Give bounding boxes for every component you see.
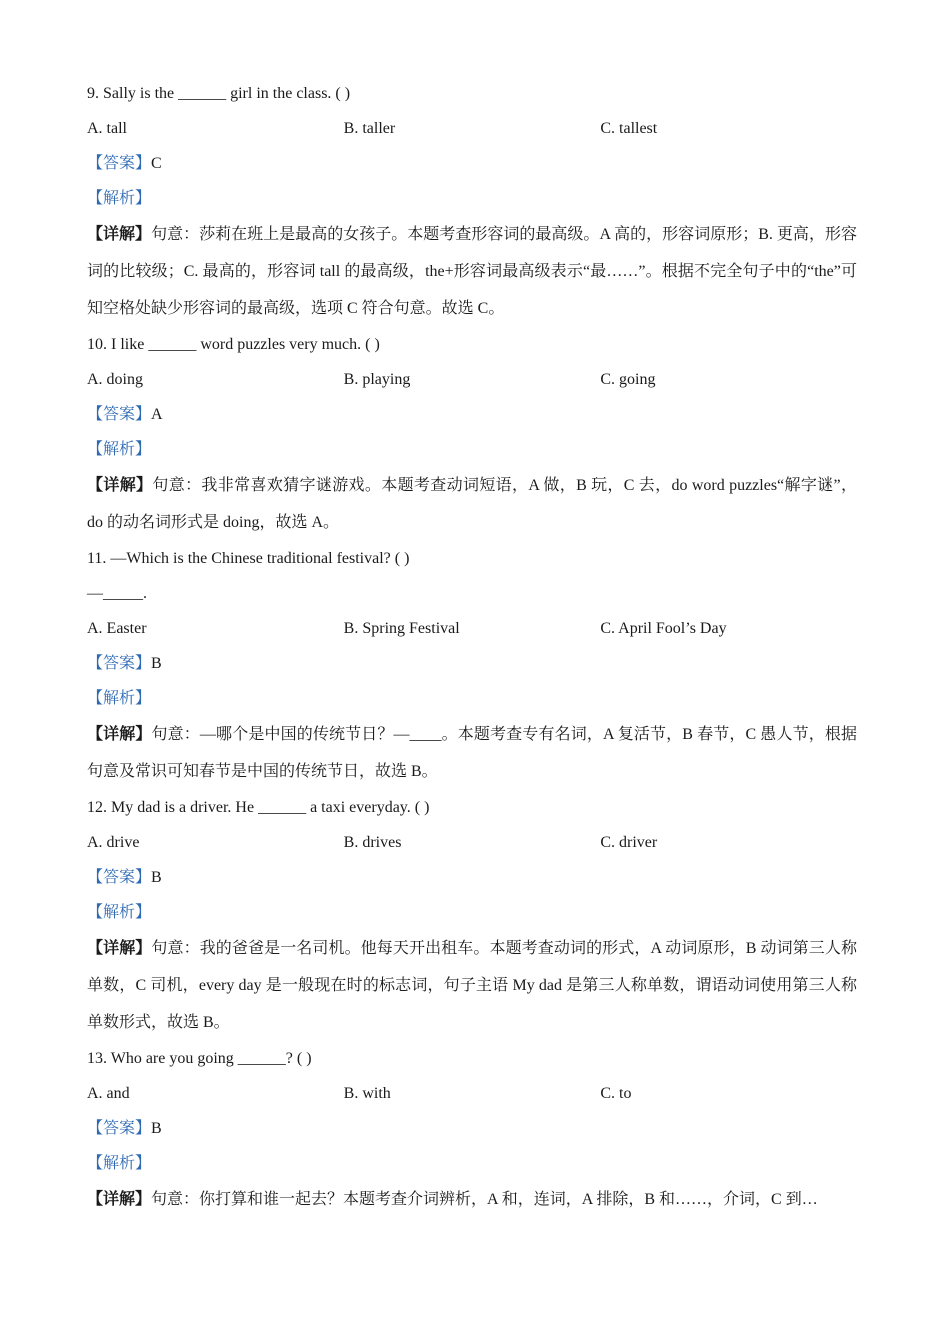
- answer-line: [87, 146, 857, 181]
- question-block-9: [87, 76, 857, 327]
- option-c: C. going: [600, 371, 656, 388]
- answer-label: 【答案】: [87, 869, 152, 886]
- analysis-label: 【解析】: [87, 441, 152, 458]
- analysis-line: [87, 181, 857, 216]
- option-b: B. taller: [343, 120, 396, 137]
- option-c: C. tallest: [600, 120, 658, 137]
- option-a: A. Easter: [87, 620, 147, 637]
- analysis-label: 【解析】: [87, 904, 152, 921]
- option-c: C. April Fool’s Day: [600, 620, 727, 637]
- option-a: A. drive: [87, 834, 140, 851]
- detail-label: 【详解】: [87, 226, 152, 243]
- question-block-12: [87, 790, 857, 1041]
- detail-paragraph: [87, 716, 857, 790]
- options-row: [87, 362, 857, 397]
- question-stem-response: —_____.: [87, 585, 147, 602]
- option-b: B. playing: [343, 371, 411, 388]
- answer-label: 【答案】: [87, 155, 152, 172]
- option-a: A. and: [87, 1085, 130, 1102]
- analysis-label: 【解析】: [87, 190, 152, 207]
- option-b: B. drives: [343, 834, 402, 851]
- analysis-line: [87, 681, 857, 716]
- answer-value: A: [151, 406, 163, 423]
- detail-paragraph: [87, 467, 857, 541]
- option-c: C. driver: [600, 834, 658, 851]
- document-page: [87, 76, 857, 1218]
- analysis-line: [87, 1146, 857, 1181]
- question-stem: 9. Sally is the ______ girl in the class. ( ): [87, 85, 351, 102]
- question-stem: 11. —Which is the Chinese traditional festival? ( ): [87, 550, 410, 567]
- question-block-13: [87, 1041, 857, 1218]
- detail-label: 【详解】: [87, 477, 153, 494]
- analysis-label: 【解析】: [87, 1155, 152, 1172]
- option-a: A. tall: [87, 120, 127, 137]
- detail-text: 句意：我非常喜欢猜字谜游戏。本题考查动词短语，A 做，B 玩，C 去，do word puzzles“解字谜”，do 的动名词形式是 doing，故选 A。: [87, 477, 857, 531]
- question-stem: 13. Who are you going ______? ( ): [87, 1050, 312, 1067]
- answer-value: B: [151, 1120, 162, 1137]
- option-c: C. to: [600, 1085, 632, 1102]
- detail-paragraph: [87, 216, 857, 327]
- question-stem: 12. My dad is a driver. He ______ a taxi everyday. ( ): [87, 799, 430, 816]
- answer-line: [87, 860, 857, 895]
- analysis-label: 【解析】: [87, 690, 152, 707]
- options-row: [87, 111, 857, 146]
- answer-line: [87, 646, 857, 681]
- options-row: [87, 611, 857, 646]
- answer-label: 【答案】: [87, 1120, 152, 1137]
- analysis-line: [87, 432, 857, 467]
- option-b: B. with: [343, 1085, 391, 1102]
- answer-label: 【答案】: [87, 655, 152, 672]
- detail-paragraph: [87, 1181, 857, 1218]
- detail-label: 【详解】: [87, 726, 152, 743]
- options-row: [87, 825, 857, 860]
- detail-text: 句意：—哪个是中国的传统节日？—____。本题考查专有名词，A 复活节，B 春节，C 愚人节，根据句意及常识可知春节是中国的传统节日，故选 B。: [87, 726, 857, 780]
- answer-value: B: [151, 869, 162, 886]
- answer-value: C: [151, 155, 162, 172]
- options-row: [87, 1076, 857, 1111]
- question-block-11: [87, 541, 857, 790]
- detail-text: 句意：莎莉在班上是最高的女孩子。本题考查形容词的最高级。A 高的，形容词原形；B. 更高，形容词的比较级；C. 最高的，形容词 tall 的最高级，the+形容词最高级表示“最……”。根据不完全句子中的“the”可知空格处缺少形容词的最高级，选项 C 符合句意。故选 C。: [87, 226, 857, 317]
- option-b: B. Spring Festival: [343, 620, 460, 637]
- question-stem: 10. I like ______ word puzzles very much. ( ): [87, 336, 380, 353]
- question-block-10: [87, 327, 857, 541]
- answer-line: [87, 1111, 857, 1146]
- detail-text: 句意：你打算和谁一起去？本题考查介词辨析，A 和，连词，A 排除，B 和……，介词，C 到…: [151, 1191, 818, 1208]
- answer-line: [87, 397, 857, 432]
- detail-label: 【详解】: [87, 940, 152, 957]
- detail-paragraph: [87, 930, 857, 1041]
- option-a: A. doing: [87, 371, 143, 388]
- answer-label: 【答案】: [87, 406, 152, 423]
- analysis-line: [87, 895, 857, 930]
- detail-label: 【详解】: [87, 1191, 152, 1208]
- answer-value: B: [151, 655, 162, 672]
- detail-text: 句意：我的爸爸是一名司机。他每天开出租车。本题考查动词的形式，A 动词原形，B 动词第三人称单数，C 司机，every day 是一般现在时的标志词，句子主语 My dad 是第三人称单数，谓语动词使用第三人称单数形式，故选 B。: [87, 940, 857, 1031]
